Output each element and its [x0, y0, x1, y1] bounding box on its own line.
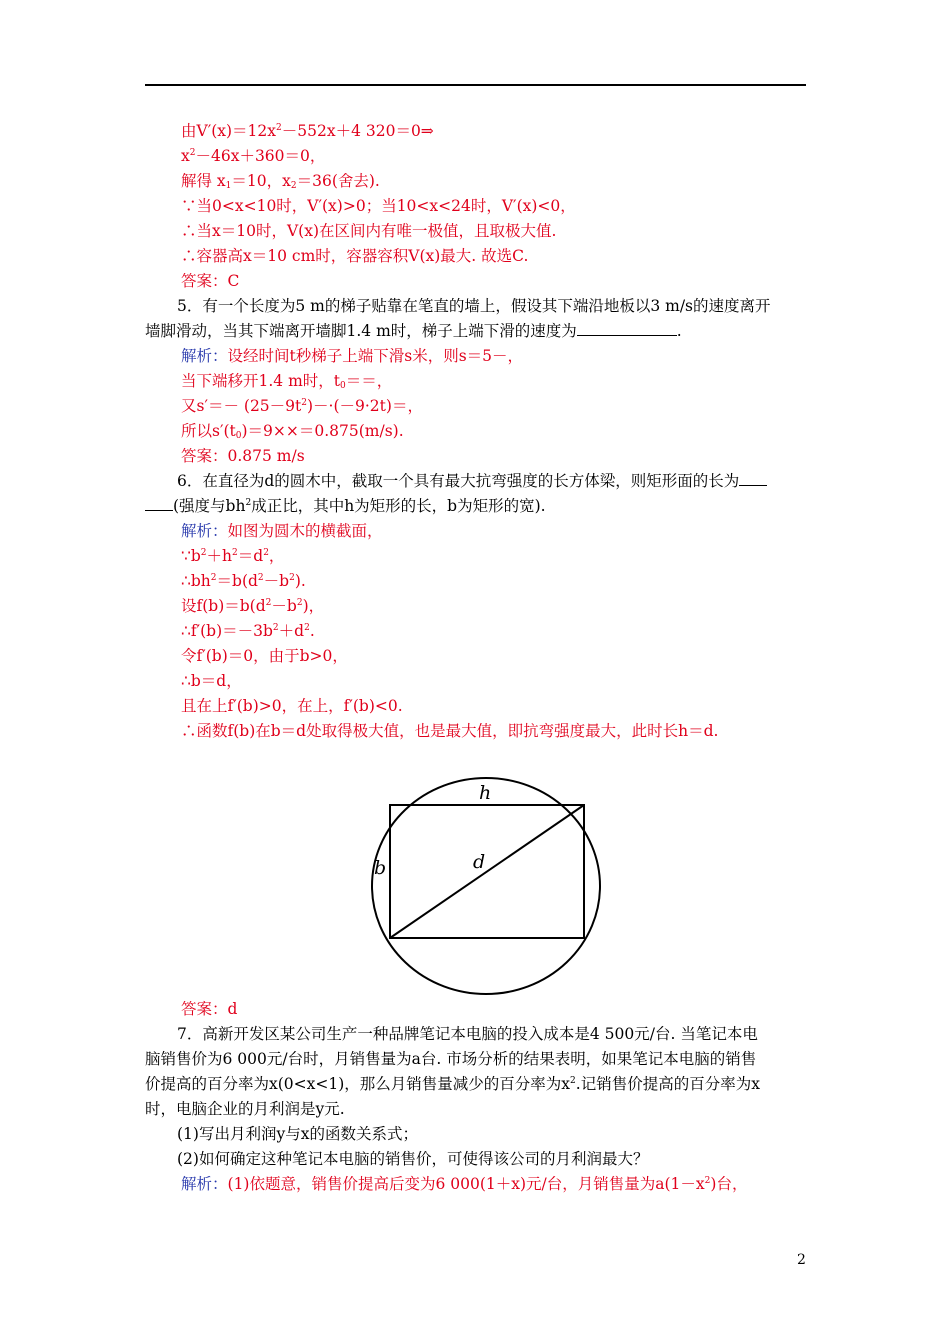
- answer-line: 答案：d: [181, 1000, 238, 1018]
- answer-line: 答案：C: [181, 272, 240, 290]
- document-body-continued: [145, 997, 806, 1197]
- answer-blank: [145, 498, 173, 511]
- question-7-line-3: 价提高的百分率为x(0<x<1)，那么月销售量减少的百分率为$x^2$.记销售价提高的百分率为x: [145, 1075, 760, 1093]
- label-b: b: [374, 857, 387, 879]
- answer-blank: [577, 323, 677, 336]
- solution-line: 解析：如图为圆木的横截面，: [181, 522, 383, 540]
- question-7-line-1: 7．高新开发区某公司生产一种品牌笔记本电脑的投入成本是4 500元/台. 当笔记本电: [177, 1025, 758, 1043]
- solution-line: 当下端移开1.4 m时，$t_0==$，: [181, 372, 393, 391]
- solution-line: 设$f(b)=b(d^2-b^2)$，: [181, 597, 325, 615]
- solution-line: 解析：(1)依题意，销售价提高后变为6 000(1＋x)元/台，月销售量为$a(1-x^2)$台，: [181, 1175, 748, 1193]
- solution-line: 所以$s'(t_0)=9\times\times=0.875(m/s)$.: [181, 422, 404, 441]
- answer-blank: [739, 473, 767, 486]
- solution-line: 且在上f′(b)>0，在上，f′(b)<0.: [181, 697, 403, 715]
- question-7-part-2: (2)如何确定这种笔记本电脑的销售价，可使得该公司的月利润最大？: [177, 1150, 649, 1168]
- label-d: d: [473, 851, 486, 873]
- question-6-line-2: (强度与$bh^2$成正比，其中h为矩形的长，b为矩形的宽).: [145, 494, 806, 519]
- solution-line: ∴b＝d，: [181, 672, 242, 690]
- solution-line: ∵当0<x<10时，V′(x)>0；当10<x<24时，V′(x)<0，: [181, 197, 576, 215]
- solution-line: 解得 $x_1=10$，$x_2=36$(舍去).: [181, 172, 380, 191]
- solution-line: $x^2-46x+360=0$，: [181, 147, 326, 165]
- solution-line: $\therefore bh^2=b(d^2-b^2)$.: [181, 572, 306, 590]
- solution-line: 又$s'=- (25-9t^2)-\cdot(-9\cdot 2t)=$，: [181, 397, 423, 415]
- diagonal: [390, 805, 584, 938]
- question-5-line-2: 墙脚滑动，当其下端离开墙脚1.4 m时，梯子上端下滑的速度为 .: [145, 322, 682, 340]
- answer-line: 答案：0.875 m/s: [181, 447, 305, 465]
- circle-rectangle-diagram: [360, 774, 624, 1000]
- cross-section-figure: [360, 774, 624, 1000]
- question-7-part-1: (1)写出月利润y与x的函数关系式；: [177, 1125, 418, 1143]
- question-7-line-2: 脑销售价为6 000元/台时，月销售量为a台. 市场分析的结果表明，如果笔记本电脑的销售: [145, 1050, 757, 1068]
- solution-line: ∴函数f(b)在b＝d处取得极大值，也是最大值，即抗弯强度最大，此时长h＝d.: [181, 722, 719, 740]
- question-6-line-1: 6．在直径为d的圆木中，截取一个具有最大抗弯强度的长方体梁，则矩形面的长为: [145, 469, 806, 494]
- question-5-line-1: 5．有一个长度为5 m的梯子贴靠在笔直的墙上，假设其下端沿地板以3 m/s的速度离开: [177, 297, 771, 315]
- page-number: 2: [797, 1252, 806, 1268]
- question-7-line-4: 时，电脑企业的月利润是y元.: [145, 1100, 345, 1118]
- solution-line: $\therefore f'(b)=-3b^2+d^2$.: [181, 622, 315, 640]
- solution-line: ∴当x＝10时，V(x)在区间内有唯一极值，且取极大值.: [181, 222, 557, 240]
- circle: [372, 778, 600, 994]
- solution-line: 解析：设经时间t秒梯子上端下滑s米，则s＝5－，: [181, 347, 524, 365]
- solution-line: $\because b^2+h^2=d^2$，: [181, 547, 285, 565]
- solution-line: 由$V'(x)=12x^2-552x+4$ 320＝0⇒: [181, 122, 434, 140]
- header-rule: [145, 84, 806, 86]
- solution-line: 令f′(b)＝0，由于b>0，: [181, 647, 348, 665]
- label-h: h: [479, 782, 492, 804]
- solution-line: ∴容器高x＝10 cm时，容器容积V(x)最大. 故选C.: [181, 247, 529, 265]
- document-body: [145, 119, 806, 744]
